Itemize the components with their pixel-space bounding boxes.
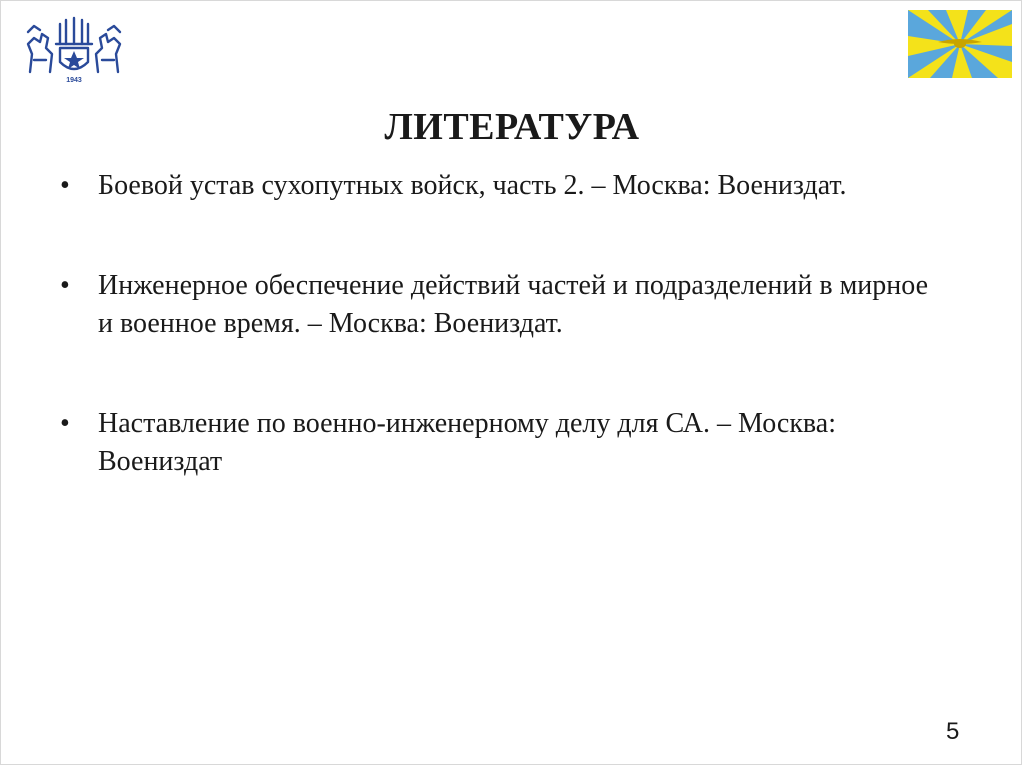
bullet: • bbox=[60, 408, 70, 439]
page-number: 5 bbox=[946, 718, 960, 745]
list-item-text: Инженерное обеспечение действий частей и подразделений в мирное и военное время. – Москва: Воениздат. bbox=[98, 270, 929, 339]
list-item-text: Наставление по военно-инженерному делу для СА. – Москва: Воениздат bbox=[98, 408, 836, 477]
bullet: • bbox=[60, 270, 70, 301]
list-item bbox=[60, 405, 940, 481]
page-title: ЛИТЕРАТУРА bbox=[384, 106, 640, 148]
logo-year: 1943 bbox=[66, 77, 82, 84]
bibliography-list bbox=[60, 167, 940, 481]
list-item bbox=[60, 267, 940, 343]
list-item-text: Боевой устав сухопутных войск, часть 2. – Москва: Воениздат. bbox=[98, 170, 847, 201]
list-item bbox=[60, 167, 940, 205]
university-emblem-icon bbox=[22, 14, 126, 86]
air-force-flag-icon bbox=[908, 10, 1012, 78]
bullet: • bbox=[60, 170, 70, 201]
